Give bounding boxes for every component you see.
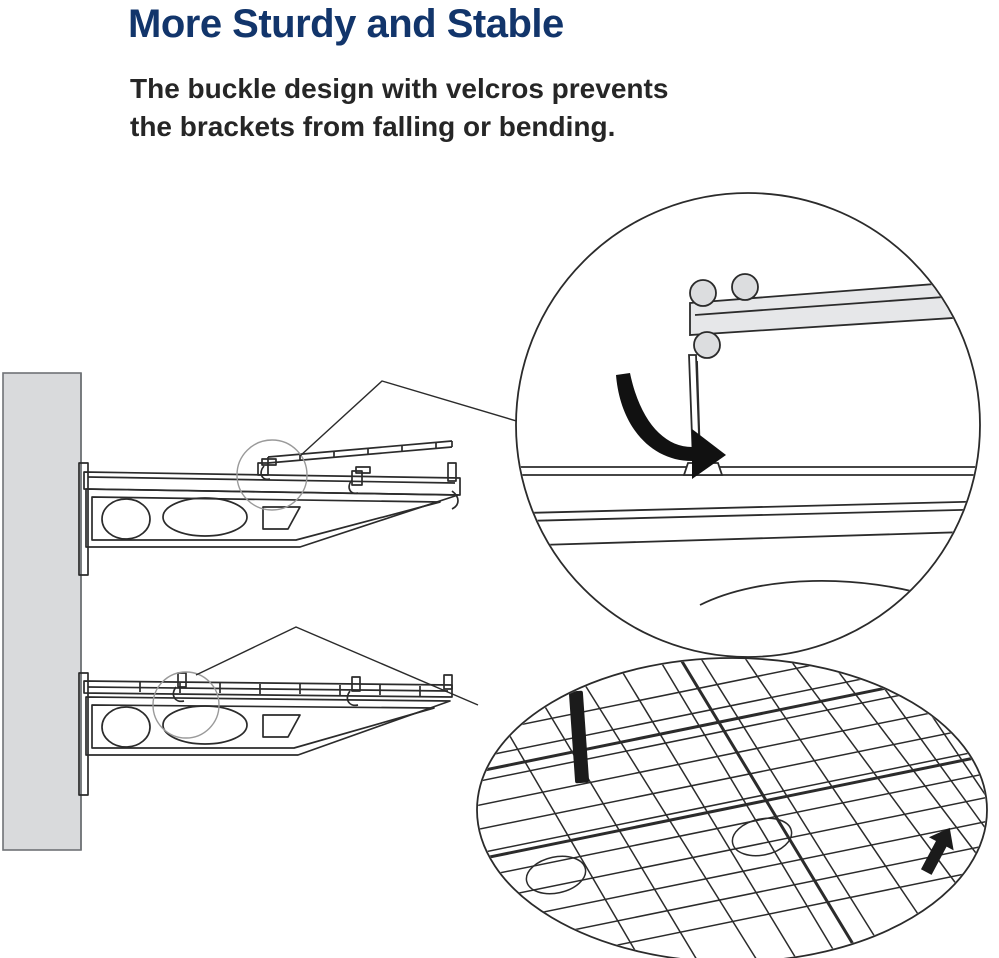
wall-panel — [3, 373, 81, 850]
page-subtitle — [130, 70, 890, 145]
upper-callout-leader — [300, 381, 540, 456]
illustration-area — [0, 175, 999, 958]
page-title: More Sturdy and Stable — [128, 2, 564, 46]
velcro-detail-ellipse — [470, 619, 999, 958]
page-subtitle-line-2: the brackets from falling or bending. — [130, 110, 616, 142]
upper-bracket — [79, 441, 460, 575]
buckle-detail-circle — [516, 193, 999, 657]
lower-bracket — [79, 673, 452, 795]
page-subtitle-line-1: The buckle design with velcros prevents — [130, 73, 669, 104]
lower-callout-leader — [196, 627, 478, 705]
